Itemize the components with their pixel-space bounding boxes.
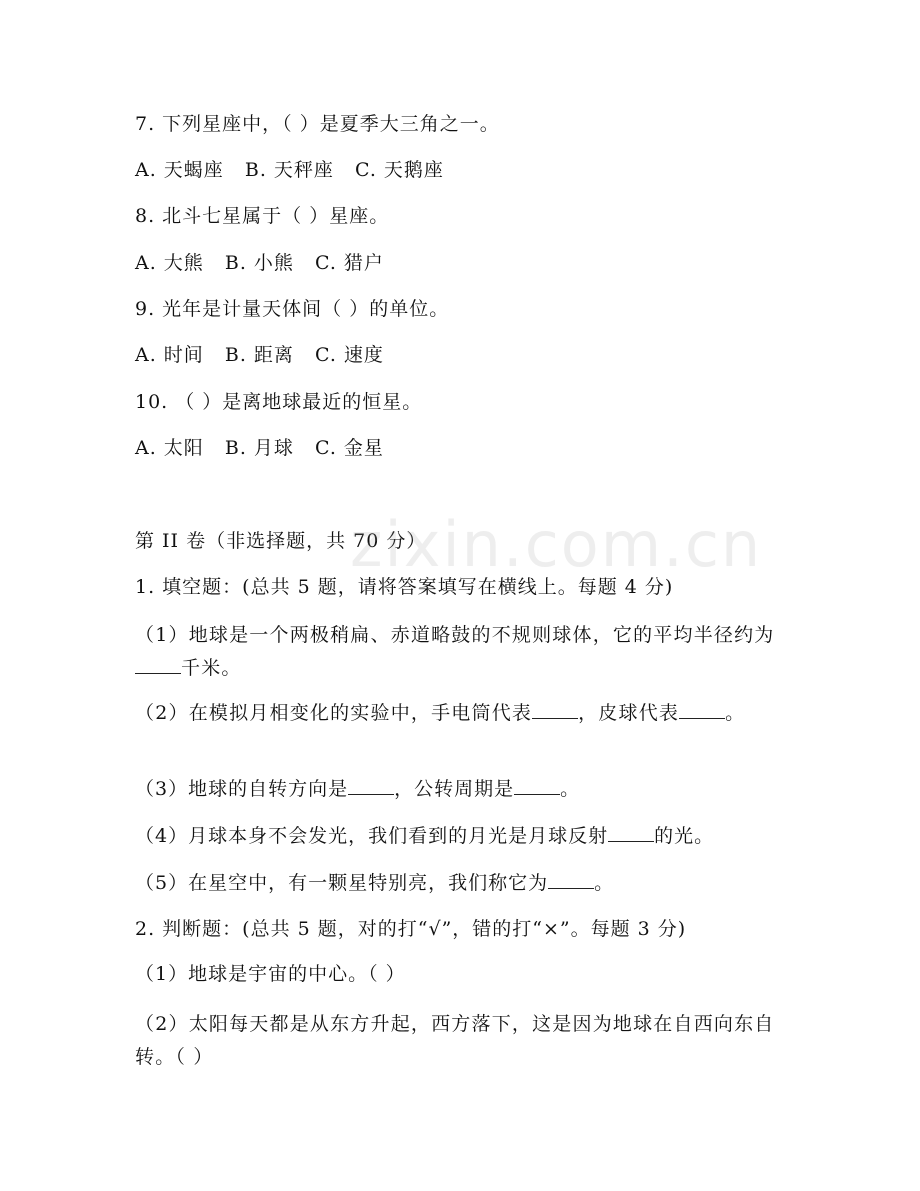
fill-item-2 <box>135 697 783 730</box>
item-text: 。 <box>725 702 746 724</box>
answer-blank <box>608 822 654 842</box>
fill-in-heading: 1. 填空题：(总共 5 题，请将答案填写在横线上。每题 4 分) <box>135 576 674 598</box>
question-7-options <box>135 156 785 184</box>
option-c: C. 猎户 <box>314 252 384 274</box>
option-c: C. 金星 <box>314 437 384 459</box>
option-c: C. 速度 <box>314 344 384 366</box>
option-a: A. 天蝎座 <box>135 159 224 181</box>
question-7-stem: 7. 下列星座中，（ ）是夏季大三角之一。 <box>135 113 500 135</box>
answer-blank <box>514 775 560 795</box>
option-b: B. 天秤座 <box>244 159 334 181</box>
item-text: 的光。 <box>654 825 715 847</box>
option-b: B. 月球 <box>224 437 294 459</box>
item-text: ，皮球代表 <box>578 702 680 724</box>
option-a: A. 时间 <box>135 344 204 366</box>
item-text: 。 <box>594 872 615 894</box>
item-text: 千米。 <box>181 657 242 679</box>
fill-item-5 <box>135 869 785 897</box>
fill-item-1 <box>135 619 783 685</box>
item-text: ，公转周期是 <box>394 778 515 800</box>
item-text: （1）地球是一个两极稍扁、赤道略鼓的不规则球体，它的平均半径约为 <box>135 624 775 646</box>
item-text: （5）在星空中，有一颗星特别亮，我们称它为 <box>135 872 549 894</box>
item-text: （3）地球的自转方向是 <box>135 778 349 800</box>
question-10-stem: 10. （ ）是离地球最近的恒星。 <box>135 391 423 413</box>
true-false-heading: 2. 判断题：(总共 5 题，对的打“√”，错的打“×”。每题 3 分) <box>135 918 687 940</box>
item-text: （4）月球本身不会发光，我们看到的月光是月球反射 <box>135 825 609 847</box>
option-a: A. 大熊 <box>135 252 204 274</box>
option-c: C. 天鹅座 <box>354 159 444 181</box>
option-b: B. 小熊 <box>224 252 294 274</box>
item-text: 。 <box>560 778 581 800</box>
fill-item-4 <box>135 822 785 850</box>
answer-blank <box>679 699 725 719</box>
question-9-stem: 9. 光年是计量天体间（ ）的单位。 <box>135 298 450 320</box>
answer-blank <box>135 654 181 674</box>
true-false-item-1: （1）地球是宇宙的中心。（ ） <box>135 963 406 985</box>
item-text: （2）在模拟月相变化的实验中，手电筒代表 <box>135 702 533 724</box>
answer-blank <box>532 699 578 719</box>
fill-item-3 <box>135 775 785 803</box>
watermark: zixin.com.cn <box>350 508 763 581</box>
option-b: B. 距离 <box>224 344 294 366</box>
true-false-item-2: （2）太阳每天都是从东方升起，西方落下，这是因为地球在自西向东自转。（ ） <box>135 1013 775 1068</box>
option-a: A. 太阳 <box>135 437 204 459</box>
section-title: 第 II 卷（非选择题，共 70 分） <box>135 530 427 552</box>
question-9-options <box>135 341 785 369</box>
question-8-stem: 8. 北斗七星属于（ ）星座。 <box>135 205 390 227</box>
answer-blank <box>348 775 394 795</box>
answer-blank <box>548 869 594 889</box>
question-10-options <box>135 434 785 462</box>
question-8-options <box>135 249 785 277</box>
